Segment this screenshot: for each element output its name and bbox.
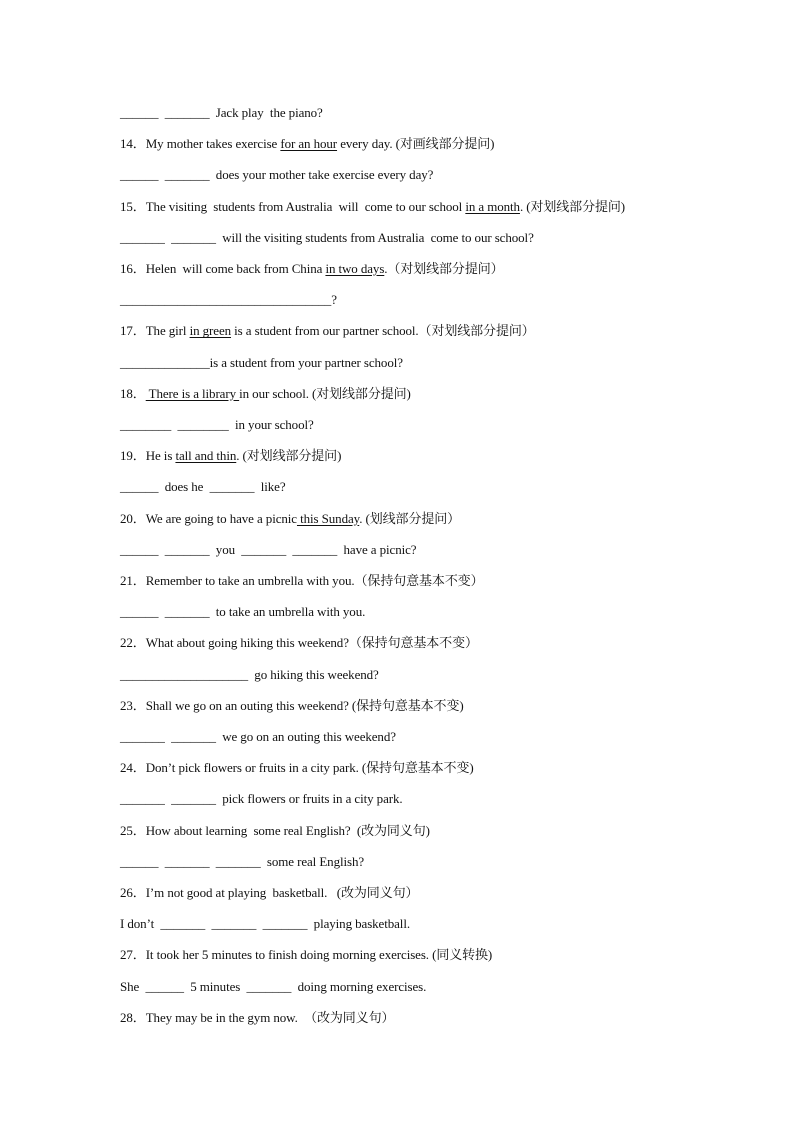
line-text: 26．I’m not good at playing basketball. (改为同义句） [120, 885, 419, 900]
worksheet-line [120, 667, 379, 683]
line-text: . (对划线部分提问) [519, 198, 626, 214]
line-text: 20．We are going to have a picnic [120, 510, 297, 526]
worksheet-line [120, 979, 426, 995]
worksheet-line [120, 479, 286, 495]
worksheet-line [120, 947, 492, 963]
line-text: ______ does he _______ like? [120, 479, 286, 495]
underlined-phrase: in a month [465, 198, 520, 214]
line-text: _______ _______ pick flowers or fruits in a city park. [120, 791, 403, 807]
underlined-phrase: in green [189, 323, 232, 339]
underlined-phrase: There is a library [145, 385, 240, 401]
line-text: 21．Remember to take an umbrella with you.（保持句意基本不变） [120, 573, 484, 588]
worksheet-line [120, 791, 403, 807]
line-text: ______________is a student from your partner school? [120, 354, 403, 370]
worksheet-line [120, 511, 460, 527]
line-text: 17．The girl [120, 323, 190, 339]
worksheet-line [120, 386, 411, 402]
line-text: I don’t _______ _______ _______ playing basketball. [120, 916, 410, 932]
line-text: ____________________ go hiking this weekend? [120, 666, 379, 682]
worksheet-line [120, 261, 504, 277]
line-text: 16．Helen will come back from China [120, 261, 326, 276]
line-text: 19．He is [120, 448, 176, 464]
worksheet-line [120, 323, 535, 339]
worksheet-line [120, 729, 396, 745]
worksheet-line [120, 916, 410, 932]
worksheet-line [120, 136, 494, 152]
line-text: 28．They may be in the gym now. （改为同义句） [120, 1009, 395, 1025]
worksheet-line [120, 230, 534, 246]
line-text: _________________________________? [120, 292, 337, 308]
line-text: ______ _______ does your mother take exercise every day? [120, 167, 434, 183]
line-text: ______ _______ Jack play the piano? [120, 105, 323, 120]
line-text: 22．What about going hiking this weekend?（保持句意基本不变） [120, 635, 478, 651]
line-text: is a student from our partner school.（对划线部分提问） [231, 323, 535, 339]
line-text: 15．The visiting students from Australia will come to our school [120, 198, 466, 214]
worksheet-line [120, 885, 418, 901]
worksheet-line [120, 604, 365, 620]
worksheet-line [120, 1010, 394, 1026]
line-text: _______ _______ will the visiting students from Australia come to our school? [120, 229, 534, 245]
underlined-phrase: this Sunday [296, 510, 360, 526]
line-text: 23．Shall we go on an outing this weekend? (保持句意基本不变) [120, 697, 464, 713]
line-text: . (划线部分提问） [359, 510, 461, 526]
underlined-phrase: tall and thin [175, 448, 237, 464]
line-text: ______ _______ to take an umbrella with you. [120, 604, 366, 620]
line-text: . (对划线部分提问) [236, 448, 342, 464]
worksheet-line [120, 167, 433, 183]
worksheet-line [120, 823, 430, 839]
worksheet-line [120, 199, 625, 215]
worksheet-line [120, 105, 323, 121]
underlined-phrase: for an hour [280, 136, 338, 152]
worksheet-line [120, 760, 474, 776]
worksheet-line [120, 417, 314, 433]
line-text: ________ ________ in your school? [120, 417, 314, 432]
line-text: every day. (对画线部分提问) [337, 136, 495, 152]
worksheet-line [120, 292, 337, 308]
line-text: 27．It took her 5 minutes to finish doing morning exercises. (同义转换) [120, 947, 493, 963]
worksheet-line [120, 854, 364, 870]
line-text: .（对划线部分提问） [384, 261, 504, 276]
worksheet-line [120, 573, 484, 589]
worksheet-line [120, 448, 341, 464]
line-text: _______ _______ we go on an outing this weekend? [120, 729, 396, 744]
worksheet-line [120, 635, 478, 651]
worksheet-line [120, 698, 464, 714]
line-text: in our school. (对划线部分提问) [239, 385, 411, 401]
line-text: 25．How about learning some real English? (改为同义句) [120, 822, 430, 838]
line-text: 14．My mother takes exercise [120, 136, 281, 152]
line-text: She ______ 5 minutes _______ doing morning exercises. [120, 978, 427, 994]
line-text: ______ _______ _______ some real English? [120, 853, 365, 869]
underlined-phrase: in two days [325, 261, 385, 276]
worksheet-line [120, 542, 416, 558]
worksheet-line [120, 355, 403, 371]
line-text: ______ _______ you _______ _______ have a picnic? [120, 541, 417, 557]
line-text: 18． [120, 385, 146, 401]
line-text: 24．Don’t pick flowers or fruits in a city park. (保持句意基本不变) [120, 760, 474, 776]
